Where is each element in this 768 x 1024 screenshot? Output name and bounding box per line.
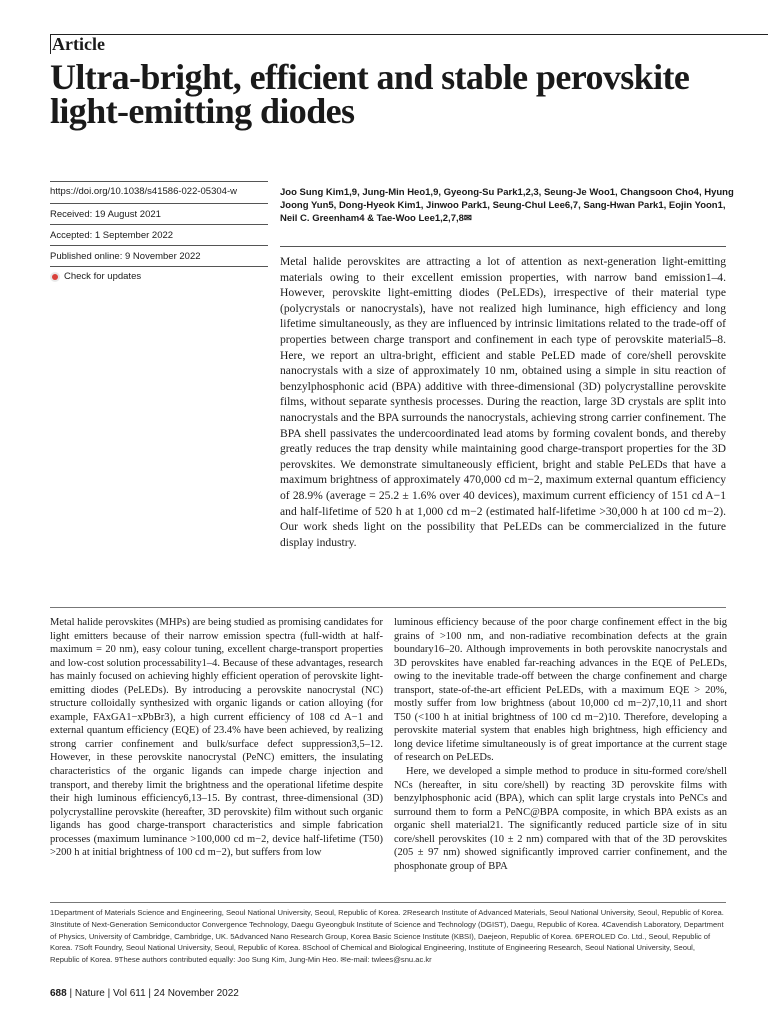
accepted-date: Accepted: 1 September 2022 — [50, 230, 174, 241]
abstract-rule — [280, 246, 726, 247]
published-date: Published online: 9 November 2022 — [50, 251, 201, 262]
journal-citation: | Nature | Vol 611 | 24 November 2022 — [69, 988, 239, 999]
top-rule — [50, 34, 768, 35]
page-footer — [50, 988, 239, 999]
section-rule — [50, 607, 726, 608]
body-paragraph: luminous efficiency because of the poor charge confinement effect in the big grains of >100 nm, and non-radiative recombination defects at the grain boundary16–20. Although improvements in both perovskite nanocrystals and 3D perovskites have enabled far-reaching advances in the EQE of PeLEDs, owing to the inevitable trade-off between the charge confinement and charge transport, state-of-the-art efficient PeLEDs, with a maximum EQE > 20%, mostly suffer from low brightness (about 10,000 cd m−2)7,10,11 and short T50 (<100 h at initial brightness of 100 cd m−2)10. Therefore, developing a perovskite material system that enables high brightness, high efficiency and long device lifetime simultaneously is of great importance at the current stage of research on PeLEDs. — [394, 617, 727, 764]
article-type-label: Article — [52, 34, 105, 54]
body-column-right — [394, 616, 727, 873]
body-column-left — [50, 616, 383, 860]
abstract: Metal halide perovskites are attracting a lot of attention as next-generation light-emitting materials owing to their excellent emission properties, with narrow band emission1–4. However, perovskite light-emitting diodes (PeLEDs), irrespective of their material type (polycrystals or nanocrystals), have not realized high luminance, high efficiency and long lifetime simultaneously, as they are influenced by intrinsic limitations related to the trade-off of properties between charge transport and confinement in each type of perovskite material5–8. Here, we report an ultra-bright, efficient and stable PeLED made of core/shell perovskite nanocrystals with a size of approximately 10 nm, obtained using a simple in situ reaction of benzylphosphonic acid (BPA) additive with three-dimensional (3D) polycrystalline perovskite films, without separate synthesis processes. During the reaction, large 3D crystals are split into nanocrystals and the BPA surrounds the nanocrystals, achieving strong carrier confinement. The BPA shell passivates the undercoordinated lead atoms by forming covalent bonds, and thereby greatly reduces the trap density while maintaining good charge-transport properties for the 3D perovskites. We demonstrate simultaneously efficient, bright and stable PeLEDs that have a maximum brightness of approximately 470,000 cd m−2, maximum external quantum efficiency of 28.9% (average = 25.2 ± 1.6% over 40 devices), maximum current efficiency of 151 cd A−1 and half-lifetime of 520 h at 1,000 cd m−2 (estimated half-lifetime >30,000 h at 100 cd m−2). Our work sheds light on the possibility that PeLEDs can be commercialized in the future display industry. — [280, 255, 726, 549]
received-date: Received: 19 August 2021 — [50, 209, 161, 220]
meta-rule — [50, 266, 268, 267]
page-number: 688 — [50, 988, 67, 999]
meta-rule — [50, 245, 268, 246]
affiliations-footnotes: 1Department of Materials Science and Engineering, Seoul National University, Seoul, Republic of Korea. 2Research Institute of Advanced Materials, Seoul National University, Seoul, Republic of Korea. 3Institute of Next-Generation Semiconductor Convergence Technology, Daegu Gyeongbuk Institute of Science and Technology (DGIST), Daegu, Republic of Korea. 4Cavendish Laboratory, Department of Physics, University of Cambridge, Cambridge, UK. 5Advanced Nano Research Group, Korea Basic Science Institute (KBSI), Daejeon, Republic of Korea. 6PEROLED Co. Ltd., Seoul, Republic of Korea. 7Soft Foundry, Seoul National University, Seoul, Republic of Korea. 8School of Chemical and Biological Engineering, Institute of Engineering Research, Seoul National University, Seoul, Republic of Korea. 9These authors contributed equally: Joo Sung Kim, Jung-Min Heo. ✉e-mail: twlees@snu.ac.kr — [50, 908, 724, 965]
check-for-updates-link[interactable]: Check for updates — [50, 271, 268, 282]
meta-rule — [50, 224, 268, 225]
meta-rule — [50, 203, 268, 204]
check-updates-icon — [50, 272, 60, 282]
doi-link[interactable]: https://doi.org/10.1038/s41586-022-05304-w — [50, 186, 237, 197]
body-paragraph: Metal halide perovskites (MHPs) are being studied as promising candidates for light emitters because of their narrow emission spectra (full-width at half-maximum = 20 nm), easy colour tuning, excellent charge-transport properties and low-cost solution processability1–4. Because of these advantages, research has mainly focused on achieving highly efficient operation of perovskite light-emitting diodes (PeLEDs). By introducing a perovskite nanocrystal (NC) structure colloidally synthesized with organic ligands or cation alloying (for example, FAxGA1−xPbBr3), a high current efficiency of 108 cd A−1 and external quantum efficiency (EQE) of 23.4% have been achieved, by realizing strong carrier confinement and bulk/surface defect suppression3,5–12. However, in these perovskite nanocrystal (PeNC) emitters, the insulating characteristics of the organic ligands can impede charge injection and transport, and thereby limit the brightness and the operational lifetime despite their high luminous efficiency6,13–15. By contrast, three-dimensional (3D) polycrystalline perovskite (hereafter, 3D perovskite) film without such organic ligands has good charge-transport characteristics and simple fabrication processes (maximum luminance >100,000 cd m−2, device half-lifetime (T50) >200 h at initial brightness of 100 cd m−2), but suffers from low — [50, 617, 383, 859]
article-title: Ultra-bright, efficient and stable perovskite light-emitting diodes — [50, 57, 690, 131]
author-list: Joo Sung Kim1,9, Jung-Min Heo1,9, Gyeong-Su Park1,2,3, Seung-Je Woo1, Changsoon Cho4, Hyung Joong Yun5, Dong-Hyeok Kim1, Jinwoo Park1, Seung-Chul Lee6,7, Sang-Hwan Park1, Eojin Yoon1, Neil C. Greenham4 & Tae-Woo Lee1,2,7,8✉ — [280, 187, 734, 224]
body-paragraph: Here, we developed a simple method to produce in situ-formed core/shell NCs (hereafter, in situ core/shell) by reacting 3D perovskite films with benzylphosphonic acid (BPA), which can split large crystals into PeNCs and surround them to form a PeNC@BPA composite, in which BPA exists as an organic shell material21. The significantly reduced particle size of in situ core/shell perovskites (10 ± 2 nm) compared with that of the 3D perovskites (205 ± 97 nm) showed significantly improved carrier confinement, and the phosphonate group of BPA — [394, 766, 727, 872]
footnote-rule — [50, 902, 726, 903]
top-rule-tick — [50, 34, 51, 54]
meta-rule-top — [50, 181, 268, 182]
